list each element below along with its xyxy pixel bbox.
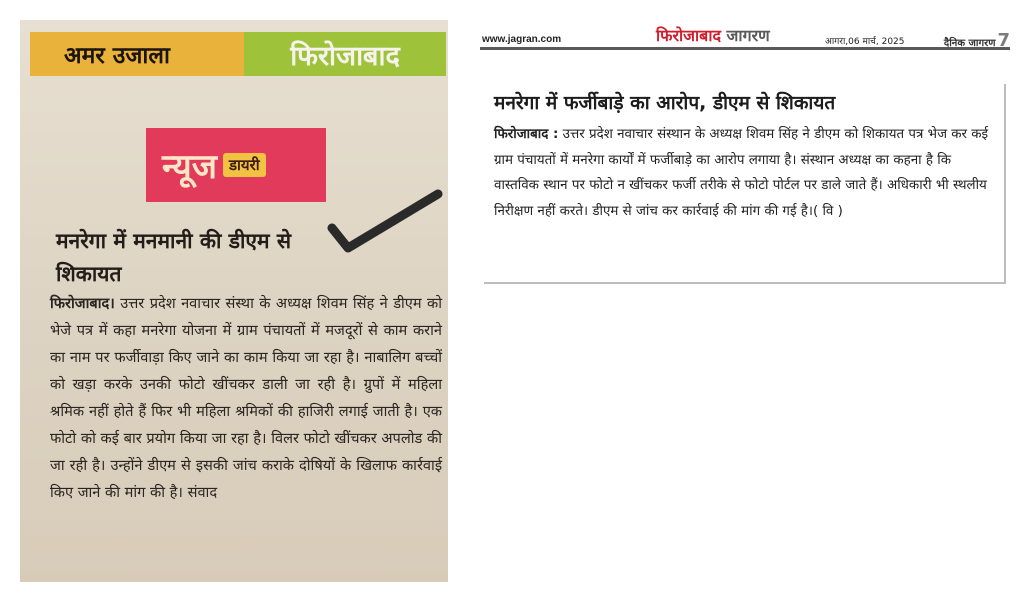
page-number: 7 — [997, 30, 1010, 51]
article-text: उत्तर प्रदेश नवाचार संस्था के अध्यक्ष शिवम सिंह ने डीएम को भेजे पत्र में कहा मनरेगा योजना में ग्राम पंचायतों में मजदूरों से काम कराने का नाम पर फर्जीवाड़ा किए जाने का काम किया जा रहा है। नाबालिग बच्चों को खड़ा करके उनकी फोटो खींचकर डाली जा रही है। ग्रुपों में महिला श्रमिक नहीं होते हैं फिर भी महिला श्रमिकों की हाजिरी लगाई जाती है। एक फोटो को कई बार प्रयोग किया जा रहा है। विलर फोटो खींचकर अपलोड की जा रही है। उन्होंने डीएम से इसकी जांच कराके दोषियों के खिलाफ कार्रवाई किए जाने की मांग की है। संवाद — [50, 295, 442, 501]
amar-ujala-clipping — [20, 20, 448, 582]
badge-tag: डायरी — [223, 153, 266, 177]
badge-word: न्यूज — [162, 147, 217, 187]
article-headline: मनरेगा में मनमानी की डीएम से शिकायत — [56, 229, 292, 286]
article-body — [50, 290, 442, 506]
masthead-city-name: फिरोजाबाद — [244, 32, 446, 76]
jagran-masthead — [656, 24, 770, 46]
edition-date: आगरा,06 मार्च, 2025 — [825, 37, 905, 47]
jagran-article — [484, 84, 1006, 284]
masthead-paper-name: अमर उजाला — [30, 32, 244, 76]
article-headline: मनरेगा में फर्जीबाड़े का आरोप, डीएम से शिकायत — [494, 92, 836, 114]
jagran-page-header — [480, 22, 1010, 50]
paper-name — [944, 30, 1010, 51]
article-dateline: फिरोजाबाद। — [50, 295, 115, 312]
article-dateline: फिरोजाबाद : — [494, 127, 559, 142]
article-text: उत्तर प्रदेश नवाचार संस्थान के अध्यक्ष शिवम सिंह ने डीएम को शिकायत पत्र भेज कर कई ग्राम पंचायतों में मनरेगा कार्यों में फर्जीबाड़े का आरोप लगाया है। संस्थान अध्यक्ष का कहना है कि वास्तविक स्थान पर फोटो न खींचकर फर्जी तरीके से फोटो पोर्टल पर डाले जाते हैं। अधिकारी भी स्थलीय निरीक्षण नहीं करते। डीएम से जांच कर कार्रवाई की मांग की गई है।( वि ) — [494, 127, 989, 219]
article-body — [494, 122, 998, 224]
amar-ujala-masthead — [30, 32, 446, 76]
paper-name-text: दैनिक जागरण — [943, 38, 996, 49]
masthead-brand: जागरण — [726, 26, 770, 45]
news-diary-badge — [146, 128, 326, 202]
website-url: www.jagran.com — [482, 34, 562, 45]
masthead-city: फिरोजाबाद — [656, 26, 721, 45]
jagran-clipping — [480, 22, 1010, 284]
